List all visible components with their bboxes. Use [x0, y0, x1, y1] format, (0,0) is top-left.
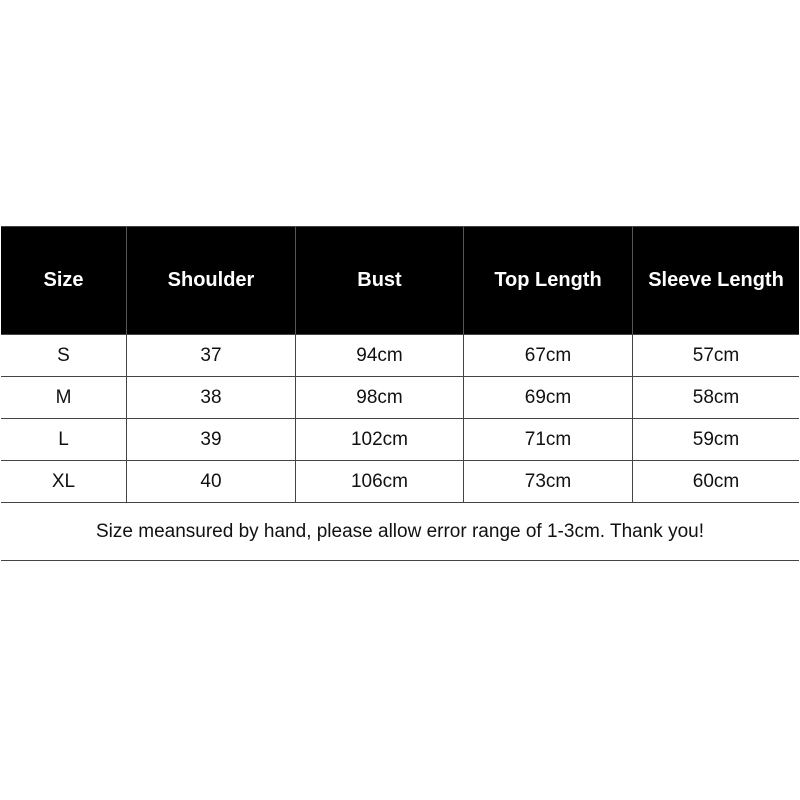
header-top-length: Top Length: [463, 227, 632, 334]
size-chart-table: [1, 226, 799, 561]
table-row: [1, 460, 799, 502]
cell-sleeve-length: 59cm: [632, 419, 799, 460]
cell-shoulder: 38: [126, 377, 295, 418]
cell-sleeve-length: 58cm: [632, 377, 799, 418]
header-bust: Bust: [295, 227, 463, 334]
header-shoulder: Shoulder: [126, 227, 295, 334]
cell-bust: 102cm: [295, 419, 463, 460]
cell-top-length: 73cm: [463, 461, 632, 502]
cell-sleeve-length: 57cm: [632, 335, 799, 376]
cell-size: XL: [51, 470, 76, 492]
cell-shoulder: 37: [126, 335, 295, 376]
header-sleeve-length: Sleeve Length: [632, 227, 799, 334]
cell-shoulder: 40: [126, 461, 295, 502]
cell-sleeve-length: 60cm: [632, 461, 799, 502]
cell-size: L: [58, 428, 69, 450]
cell-bust: 98cm: [295, 377, 463, 418]
cell-size: S: [57, 344, 70, 366]
table-header-row: [1, 227, 799, 334]
cell-bust: 106cm: [295, 461, 463, 502]
header-size: Size: [43, 269, 84, 291]
measurement-note: Size meansured by hand, please allow error range of 1-3cm. Thank you!: [1, 502, 799, 560]
cell-top-length: 71cm: [463, 419, 632, 460]
table-row: [1, 376, 799, 418]
cell-shoulder: 39: [126, 419, 295, 460]
cell-size: M: [55, 386, 72, 408]
cell-top-length: 67cm: [463, 335, 632, 376]
table-row: [1, 418, 799, 460]
table-row: [1, 334, 799, 376]
cell-bust: 94cm: [295, 335, 463, 376]
cell-top-length: 69cm: [463, 377, 632, 418]
